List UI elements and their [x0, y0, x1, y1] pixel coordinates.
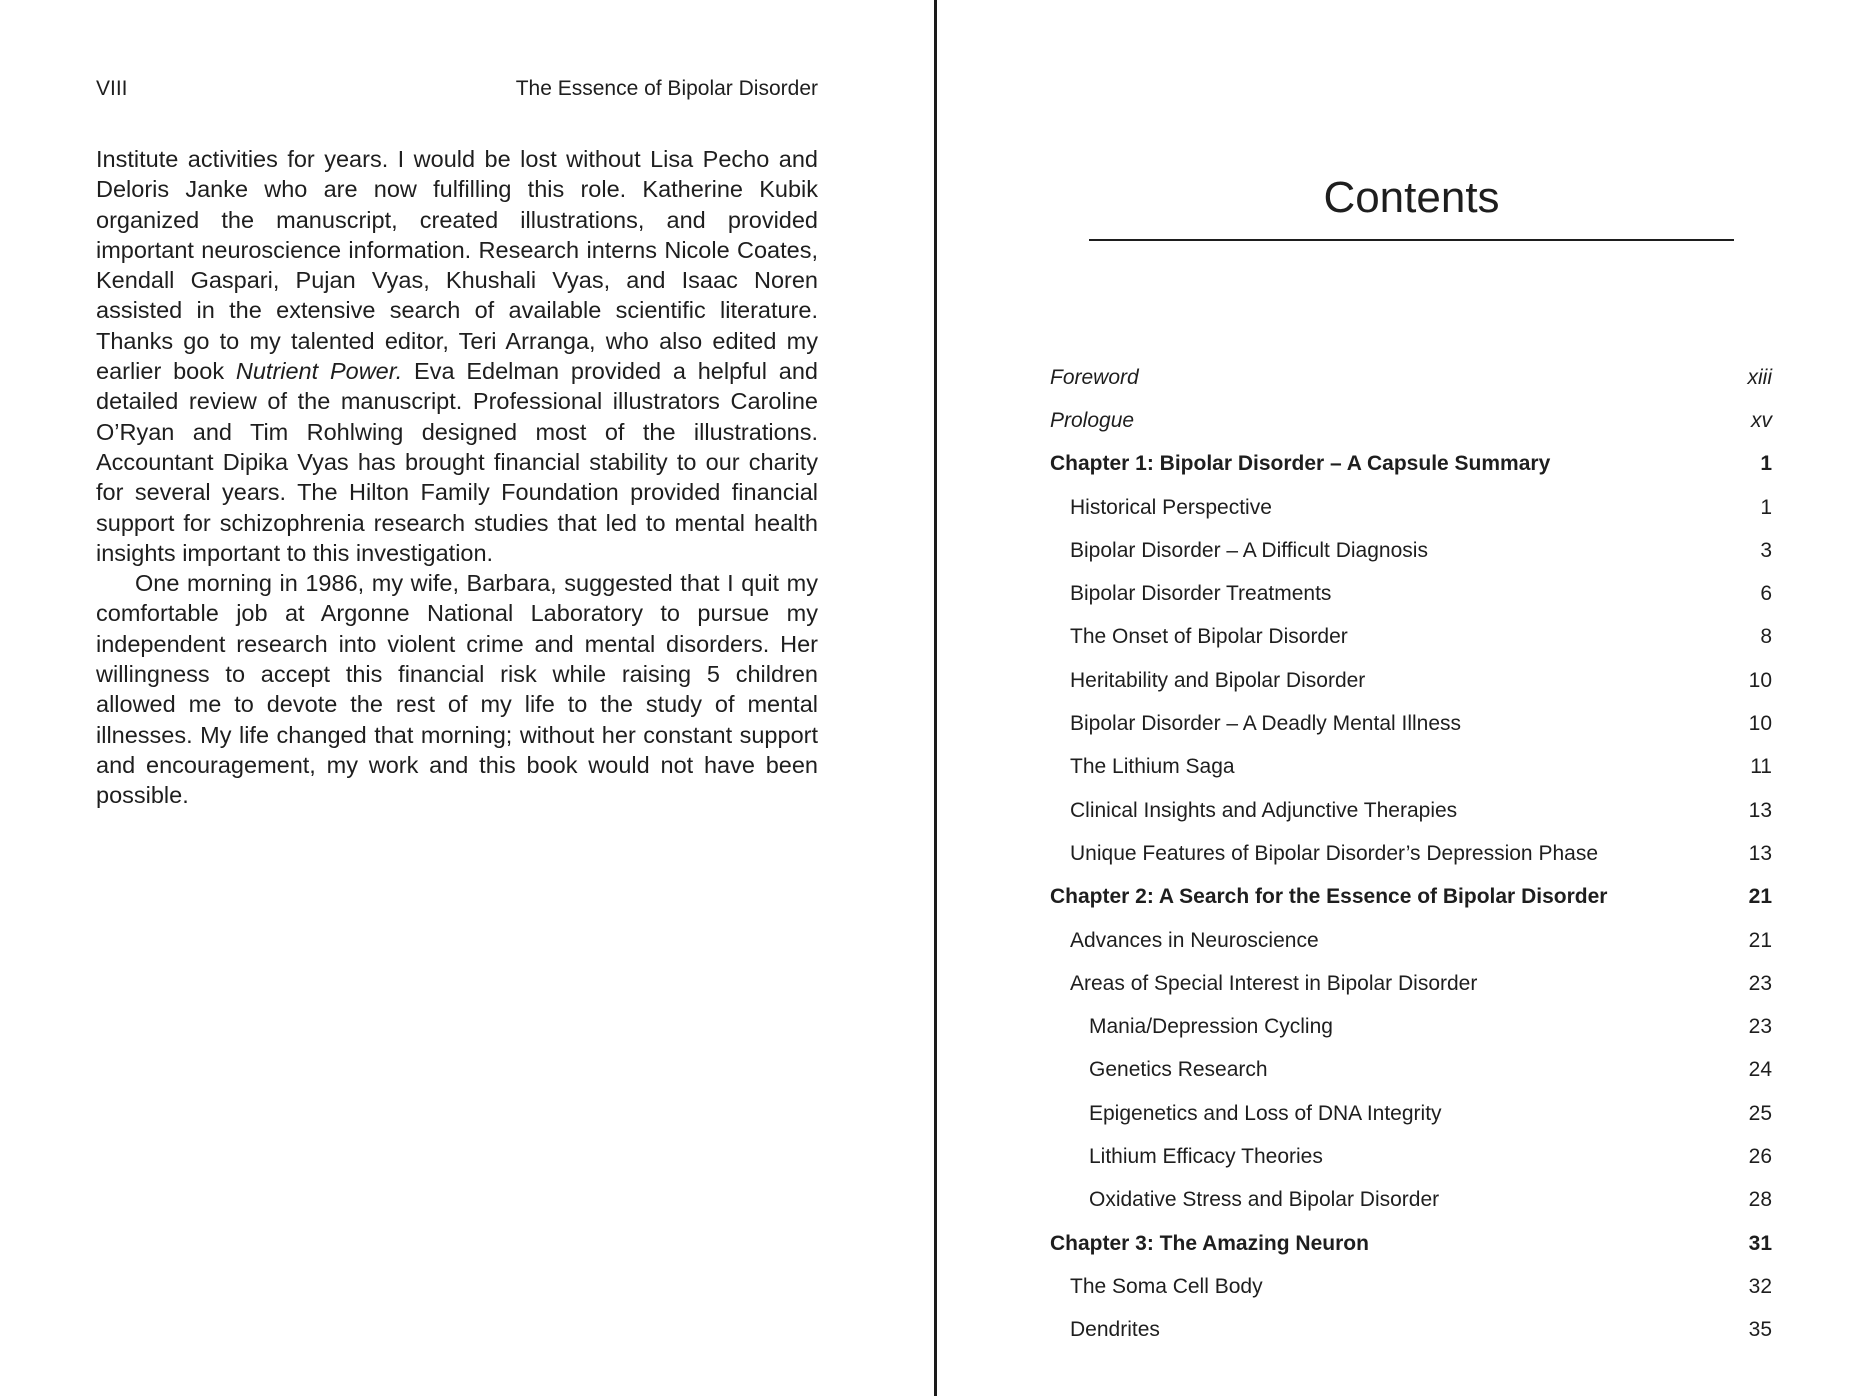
toc-page-number: 31	[1748, 1231, 1772, 1255]
running-head	[96, 77, 818, 101]
toc-entry-chapter-2[interactable]	[1050, 876, 1772, 919]
toc-entry-subsection[interactable]	[1050, 1135, 1772, 1178]
toc-page-number: 21	[1748, 928, 1772, 952]
toc-label: Chapter 3: The Amazing Neuron	[1050, 1231, 1369, 1255]
toc-label: The Lithium Saga	[1070, 755, 1235, 779]
toc-entry-section[interactable]	[1050, 1265, 1772, 1308]
toc-entry-chapter-1[interactable]	[1050, 443, 1772, 486]
page-number: VIII	[96, 77, 128, 100]
toc-page-number: 25	[1748, 1101, 1772, 1125]
toc-entry-chapter-3[interactable]	[1050, 1222, 1772, 1265]
toc-label: Areas of Special Interest in Bipolar Disorder	[1070, 971, 1478, 995]
toc-label: Chapter 1: Bipolar Disorder – A Capsule Summary	[1050, 452, 1551, 476]
toc-entry-section[interactable]	[1050, 486, 1772, 529]
contents-title: Contents	[1323, 173, 1500, 222]
toc-label: Clinical Insights and Adjunctive Therapies	[1070, 798, 1458, 822]
toc-label: Prologue	[1050, 408, 1135, 432]
toc-list	[1050, 356, 1772, 1352]
toc-label: Epigenetics and Loss of DNA Integrity	[1089, 1101, 1442, 1125]
toc-entry-subsection[interactable]	[1050, 1005, 1772, 1048]
toc-entry-section[interactable]	[1050, 962, 1772, 1005]
toc-label: Genetics Research	[1089, 1058, 1268, 1082]
toc-page-number: 1	[1760, 495, 1772, 519]
toc-entry-section[interactable]	[1050, 832, 1772, 875]
toc-page-number: 8	[1760, 625, 1772, 649]
toc-entry-prologue[interactable]	[1050, 399, 1772, 442]
toc-entry-section[interactable]	[1050, 746, 1772, 789]
toc-page-number: 10	[1748, 712, 1772, 736]
toc-entry-section[interactable]	[1050, 919, 1772, 962]
toc-label: Historical Perspective	[1070, 495, 1272, 519]
toc-page-number: 23	[1748, 971, 1772, 995]
toc-label: Dendrites	[1070, 1318, 1160, 1342]
toc-page-number: xv	[1751, 408, 1772, 432]
toc-page-number: 13	[1748, 798, 1772, 822]
toc-page-number: 10	[1748, 668, 1772, 692]
toc-entry-subsection[interactable]	[1050, 1049, 1772, 1092]
toc-page-number: 23	[1748, 1015, 1772, 1039]
toc-label: Lithium Efficacy Theories	[1089, 1144, 1323, 1168]
toc-label: Bipolar Disorder Treatments	[1070, 582, 1332, 606]
toc-page-number: 3	[1760, 538, 1772, 562]
toc-label: Chapter 2: A Search for the Essence of Bipolar Disorder	[1050, 885, 1608, 909]
toc-page-number: xiii	[1747, 365, 1772, 389]
toc-page-number: 21	[1748, 885, 1772, 909]
paragraph-text: Eva Edelman provided a helpful and detailed review of the manuscript. Professional illustrators Caroline O’Ryan and Tim Rohlwing designed most of the illustrations. Accountant Dipika Vyas has brought financial stability to our charity for several years. The Hilton Family Foundation provided financial support for schizophrenia research studies that led to mental health insights important to this investigation.	[96, 358, 818, 566]
title-rule	[1089, 239, 1734, 241]
toc-label: Bipolar Disorder – A Difficult Diagnosis	[1070, 538, 1428, 562]
body-text	[96, 144, 818, 811]
toc-page-number: 35	[1748, 1318, 1772, 1342]
toc-page-number: 11	[1750, 755, 1772, 779]
toc-entry-section[interactable]	[1050, 789, 1772, 832]
toc-entry-section[interactable]	[1050, 1309, 1772, 1352]
toc-entry-foreword[interactable]	[1050, 356, 1772, 399]
toc-page-number: 28	[1748, 1188, 1772, 1212]
toc-page-number: 6	[1760, 582, 1772, 606]
toc-label: The Soma Cell Body	[1070, 1274, 1263, 1298]
running-title: The Essence of Bipolar Disorder	[515, 77, 818, 100]
toc-page-number: 13	[1748, 841, 1772, 865]
book-title: Nutrient Power.	[235, 358, 403, 385]
right-page	[937, 0, 1862, 1396]
toc-page-number: 1	[1760, 452, 1772, 476]
toc-label: Mania/Depression Cycling	[1089, 1015, 1333, 1039]
toc-entry-section[interactable]	[1050, 616, 1772, 659]
toc-page-number: 26	[1748, 1144, 1772, 1168]
toc-entry-section[interactable]	[1050, 572, 1772, 615]
toc-label: Unique Features of Bipolar Disorder’s Depression Phase	[1070, 841, 1598, 865]
toc-label: Advances in Neuroscience	[1070, 928, 1319, 952]
paragraph-text: Institute activities for years. I would be lost without Lisa Pecho and Deloris Janke who are now fulfilling this role. Katherine Kubik organized the manuscript, created illustrations, and provided important neuroscience information. Research interns Nicole Coates, Kendall Gaspari, Pujan Vyas, Khushali Vyas, and Isaac Noren assisted in the extensive search of available scientific literature. Thanks go to my talented editor, Teri Arranga, who also edited my earlier book	[96, 146, 818, 385]
toc-label: Oxidative Stress and Bipolar Disorder	[1089, 1188, 1440, 1212]
paragraph	[96, 144, 818, 568]
toc-entry-section[interactable]	[1050, 529, 1772, 572]
toc-entry-subsection[interactable]	[1050, 1092, 1772, 1135]
toc-label: The Onset of Bipolar Disorder	[1070, 625, 1348, 649]
paragraph	[96, 568, 818, 810]
toc-page-number: 24	[1748, 1058, 1772, 1082]
toc-entry-section[interactable]	[1050, 702, 1772, 745]
paragraph-text: One morning in 1986, my wife, Barbara, suggested that I quit my comfortable job at Argonne National Laboratory to pursue my independent research into violent crime and mental disorders. Her willingness to accept this financial risk while raising 5 children allowed me to devote the rest of my life to the study of mental illnesses. My life changed that morning; without her constant support and encouragement, my work and this book would not have been possible.	[96, 570, 818, 809]
toc-entry-subsection[interactable]	[1050, 1179, 1772, 1222]
toc-entry-section[interactable]	[1050, 659, 1772, 702]
toc-page-number: 32	[1748, 1274, 1772, 1298]
toc-label: Foreword	[1050, 365, 1139, 389]
toc-label: Bipolar Disorder – A Deadly Mental Illness	[1070, 712, 1462, 736]
toc-label: Heritability and Bipolar Disorder	[1070, 668, 1366, 692]
